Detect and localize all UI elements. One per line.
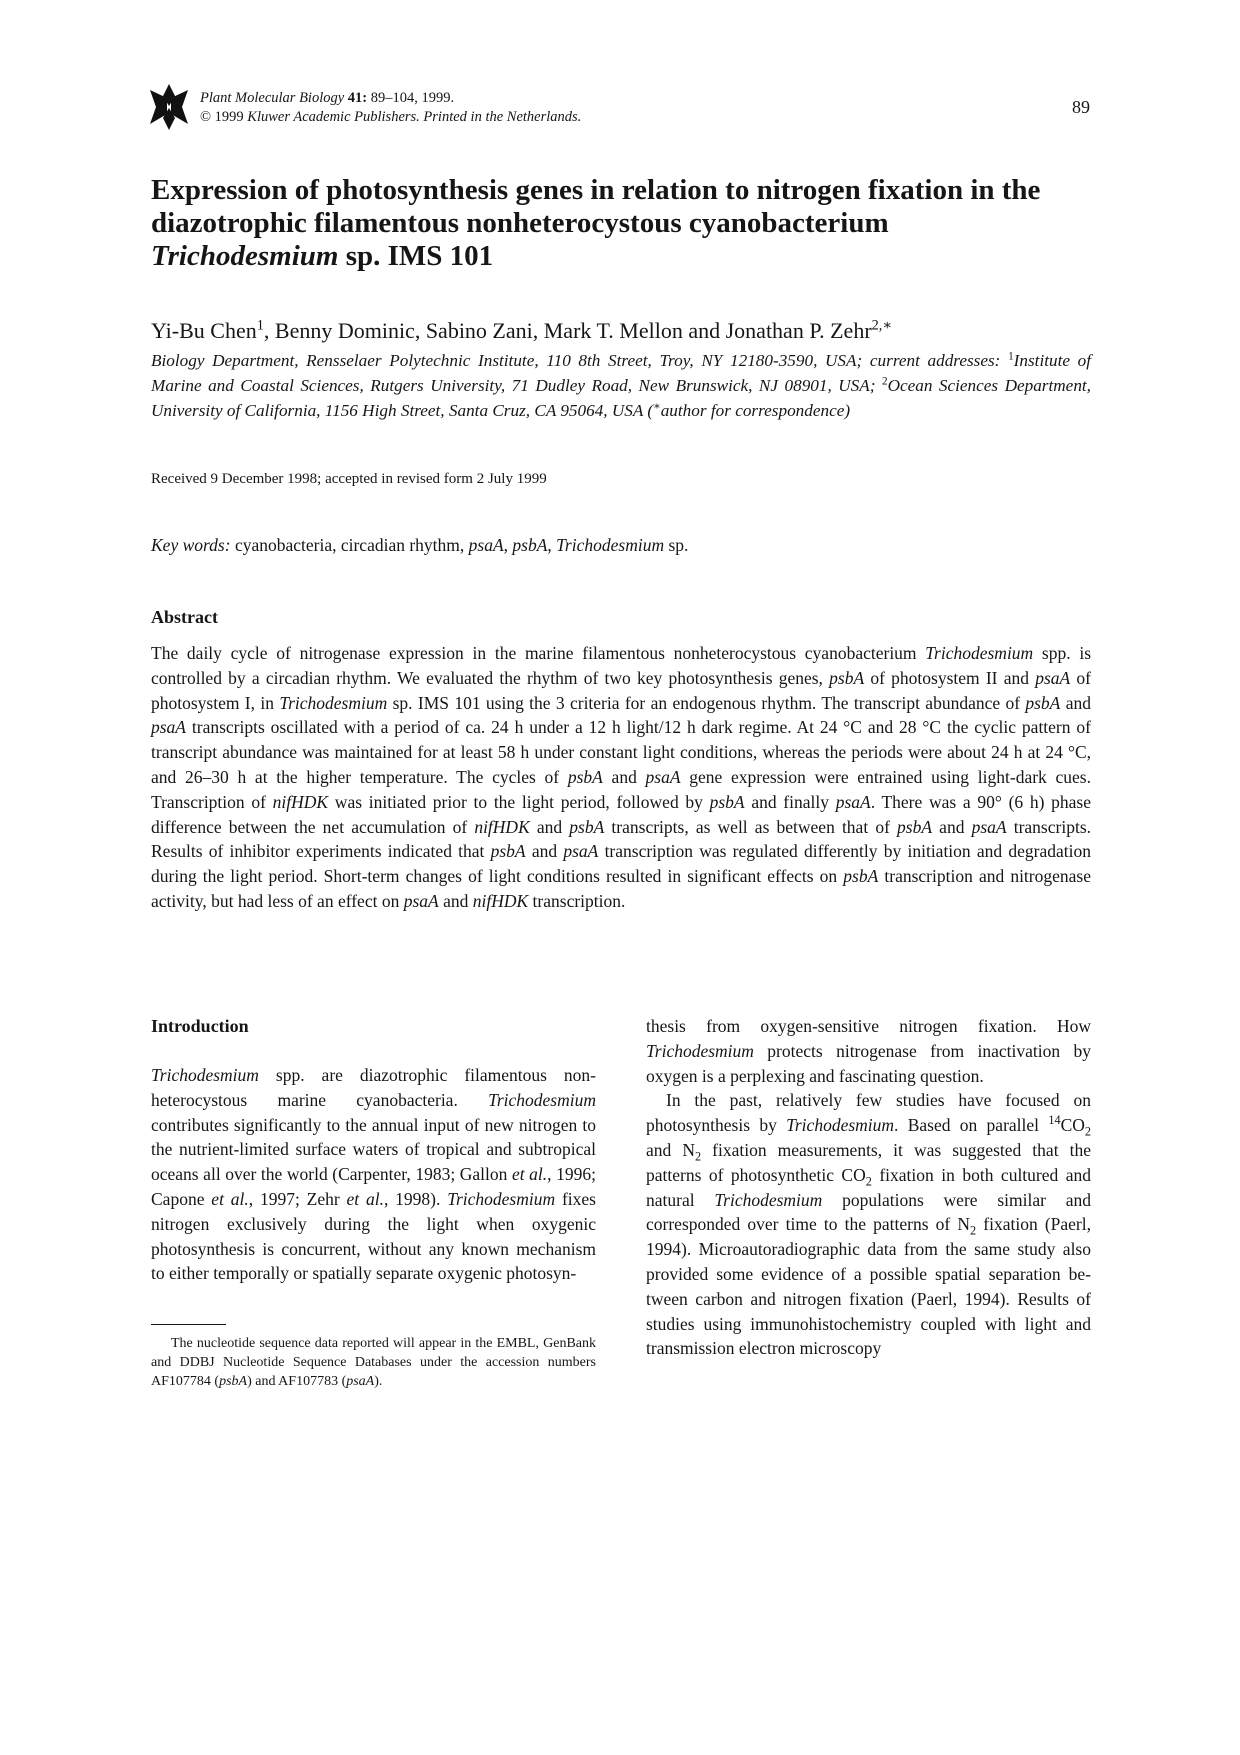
article-title [151, 174, 1091, 273]
author-first: Yi-Bu Chen [151, 318, 257, 343]
author-first-sup: 1 [256, 317, 264, 334]
author-rest: , Benny Dominic, Sabino Zani, Mark T. Mellon and Jonathan P. Zehr [263, 318, 872, 343]
text-run: and [1060, 692, 1091, 713]
subscript-run: 2 [694, 1149, 702, 1164]
abstract-body [151, 641, 1091, 914]
italic-run: Trichodesmium [925, 643, 1034, 663]
italic-run: et al. [346, 1188, 384, 1209]
keywords-line [151, 535, 688, 556]
text-run: spp. is controlled by a circadian rhythm. We evaluated the rhythm of two key photosynthesis genes, [151, 643, 1092, 688]
italic-run: psaA [346, 1374, 375, 1389]
keywords-sep-2: , [547, 535, 557, 555]
intro-paragraph-2 [646, 1088, 1091, 1361]
footnote-rule [151, 1324, 226, 1325]
affil-part-2: Institute of Marine and Coastal Sciences, Rutgers University, 71 Dudley Road, New Brunswick, NJ 08901, USA; [151, 351, 1092, 395]
italic-run: psaA [151, 717, 186, 738]
intro-left-column [151, 1063, 596, 1286]
text-run: spp. are diazotrophic filamentous nonheterocystous marine cyanobacteria. [151, 1065, 596, 1110]
introduction-heading: Introduction [151, 1016, 249, 1036]
page-number: 89 [1072, 97, 1090, 117]
text-run: of photosystem I, in [151, 667, 1091, 713]
italic-run: nifHDK [474, 816, 530, 837]
italic-run: Trichodesmium [786, 1115, 895, 1136]
italic-run: psaA [835, 791, 871, 812]
affil-star: ∗ [653, 399, 661, 412]
intro-right-column [646, 1014, 1091, 1361]
intro-paragraph-1-cont [646, 1014, 1091, 1088]
text-run: transcription was regulated differently by initiation and degradation during the light period. Short-term changes of light conditions resulted in significant effects on [151, 841, 1091, 887]
italic-run: Trichodesmium [279, 692, 388, 713]
italic-run: et al. [511, 1164, 548, 1185]
text-run: and [932, 816, 972, 837]
text-run: ) and AF107783 ( [247, 1374, 347, 1389]
italic-run: psbA [567, 766, 603, 787]
text-run: and finally [744, 791, 836, 812]
text-run: of photosystem II and [864, 667, 1036, 688]
text-run: transcripts oscillated with a period of ca. 24 h under a 12 h light/12 h dark regime. At 24 °C and 28 °C the cyclic pattern of transcript abundance was maintained for at least 58 h under constant light conditions, whereas the periods were about 24 h at 24 °C, and 26–30 h at the higher temperature. The cycles of [151, 717, 1091, 787]
italic-run: Trichodesmium [714, 1189, 823, 1210]
text-run: transcripts. Results of inhibitor experiments indicated that [151, 816, 1091, 862]
italic-run: psbA [897, 816, 933, 837]
text-run: gene expression were entrained using light-dark cues. Transcription of [151, 766, 1091, 812]
author-last-sup: 2,∗ [871, 317, 893, 334]
footnote-text [151, 1334, 596, 1391]
text-run: and [438, 890, 473, 911]
text-run: and N [646, 1139, 695, 1160]
affiliations [151, 349, 1091, 423]
text-run: protects nitrogenase from inactivation by oxygen is a perplexing and fascinating question. [646, 1040, 1091, 1086]
subscript-run: 2 [970, 1223, 977, 1238]
text-run: . Based on parallel [894, 1115, 1049, 1136]
title-strain: sp. IMS 101 [345, 240, 494, 272]
italic-run: et al. [211, 1188, 249, 1209]
text-run: and [529, 816, 570, 837]
text-run: fixation measurements, it was suggested that the patterns of photosynthetic CO [646, 1139, 1091, 1185]
subscript-run: 2 [1084, 1124, 1091, 1139]
title-line-3 [151, 240, 1091, 273]
footnote [151, 1334, 596, 1391]
text-run: CO [1060, 1115, 1085, 1136]
intro-paragraph-1 [151, 1063, 596, 1286]
italic-run: psbA [569, 816, 605, 837]
text-run: In the past, relatively few studies have focused on photosynthesis by [646, 1090, 1091, 1136]
affil-part-1: Biology Department, Rensselaer Polytechnic Institute, 110 8th Street, Troy, NY 12180-3590, USA; current addresses: [151, 351, 1009, 370]
text-run: transcripts, as well as between that of [604, 816, 898, 837]
title-line-2: diazotrophic filamentous nonheterocystous cyanobacterium [151, 207, 889, 239]
keywords-text-1: cyanobacteria, circadian rhythm, [230, 535, 469, 555]
copyright-year: © 1999 [200, 109, 244, 125]
affil-part-3: Ocean Sciences Department, University of California, 1156 High Street, Santa Cruz, CA 95064, USA ( [151, 375, 1091, 420]
text-run: . There was a 90° (6 h) phase difference between the net accumulation of [151, 791, 1091, 837]
affil-sup-2: 2 [881, 375, 888, 388]
text-run: sp. IMS 101 using the 3 criteria for an endogenous rhythm. The transcript abundance of [387, 692, 1026, 713]
publisher-logo [150, 84, 188, 130]
abstract-heading: Abstract [151, 607, 218, 627]
italic-run: psaA [645, 766, 681, 787]
text-run: thesis from oxygen-sensitive nitrogen fixation. How [646, 1016, 1091, 1036]
text-run: fixation (Paerl, 1994). Microautoradiographic data from the same study also provided some evidence of a possible spatial separation between carbon and nitrogen fixation (Paerl, 1994). Results of studies using immunohistochemistry coupled with light and transmission electron microscopy [646, 1214, 1091, 1359]
text-run: populations were similar and corresponded over time to the patterns of N [646, 1189, 1091, 1235]
text-run: transcription. [528, 890, 626, 911]
text-run: The nucleotide sequence data reported will appear in the EMBL, GenBank and DDBJ Nucleotide Sequence Databases under the accession numbers AF107784 ( [151, 1336, 596, 1389]
journal-name: Plant Molecular Biology [200, 90, 345, 106]
text-run: was initiated prior to the light period, followed by [328, 791, 710, 812]
italic-run: Trichodesmium [646, 1040, 754, 1061]
text-run: and [602, 766, 646, 787]
italic-run: psaA [971, 816, 1007, 837]
text-run: contributes significantly to the annual input of new nitrogen to the nutrient-limited surface waters of tropical and subtropical oceans all over the world (Carpenter, 1983; Gallon [151, 1114, 596, 1185]
keywords-sep-1: , [503, 535, 513, 555]
italic-run: Trichodesmium [447, 1188, 556, 1209]
italic-run: nifHDK [472, 890, 529, 911]
keyword-psbA: psbA [512, 535, 548, 555]
italic-run: psbA [709, 791, 745, 812]
text-run: , 1996; Capone [151, 1164, 596, 1209]
text-run: , 1997; Zehr [248, 1188, 347, 1209]
author-list [151, 318, 892, 344]
italic-run: psbA [829, 667, 865, 688]
italic-run: psaA [403, 890, 439, 911]
text-run: transcription and nitrogenase activity, but had less of an effect on [151, 866, 1091, 911]
keyword-trichodesmium: Trichodesmium [556, 535, 665, 555]
superscript-run: 14 [1048, 1113, 1061, 1128]
title-line-1: Expression of photosynthesis genes in relation to nitrogen fixation in the [151, 174, 1041, 206]
italic-run: psbA [490, 841, 526, 862]
text-run: and [525, 841, 564, 862]
publisher-name: Kluwer Academic Publishers. [247, 109, 420, 125]
text-run: ). [374, 1374, 383, 1389]
italic-run: nifHDK [272, 791, 329, 812]
italic-run: psaA [1035, 667, 1071, 688]
italic-run: psbA [219, 1374, 248, 1389]
subscript-run: 2 [865, 1174, 872, 1189]
italic-run: Trichodesmium [151, 1065, 259, 1085]
title-genus: Trichodesmium [151, 240, 339, 272]
italic-run: psaA [563, 841, 599, 862]
journal-volume: 41: [347, 90, 368, 106]
text-run: , 1998). [383, 1188, 448, 1209]
text-run: The daily cycle of nitrogenase expression in the marine filamentous nonheterocystous cyanobacterium [151, 643, 926, 663]
journal-citation [200, 89, 581, 127]
text-run: fixation in both cultured and natural [646, 1164, 1091, 1210]
keywords-end: sp. [664, 535, 689, 555]
italic-run: psbA [843, 866, 879, 887]
affil-part-4: author for correspondence) [660, 400, 851, 420]
italic-run: Trichodesmium [488, 1089, 596, 1110]
printed-note: Printed in the Netherlands. [423, 109, 582, 125]
keywords-label: Key words: [151, 535, 231, 555]
received-dates: Received 9 December 1998; accepted in revised form 2 July 1999 [151, 471, 547, 487]
keyword-psaA: psaA [468, 535, 504, 555]
italic-run: psbA [1025, 692, 1061, 713]
journal-pages: 89–104, 1999. [370, 90, 455, 106]
text-run: fixes nitrogen exclusively during the light when oxygenic photosynthesis is concurrent, without any known mechanism to either temporally or spatially separate oxygenic photosyn- [151, 1188, 596, 1284]
affil-sup-1: 1 [1008, 350, 1014, 363]
